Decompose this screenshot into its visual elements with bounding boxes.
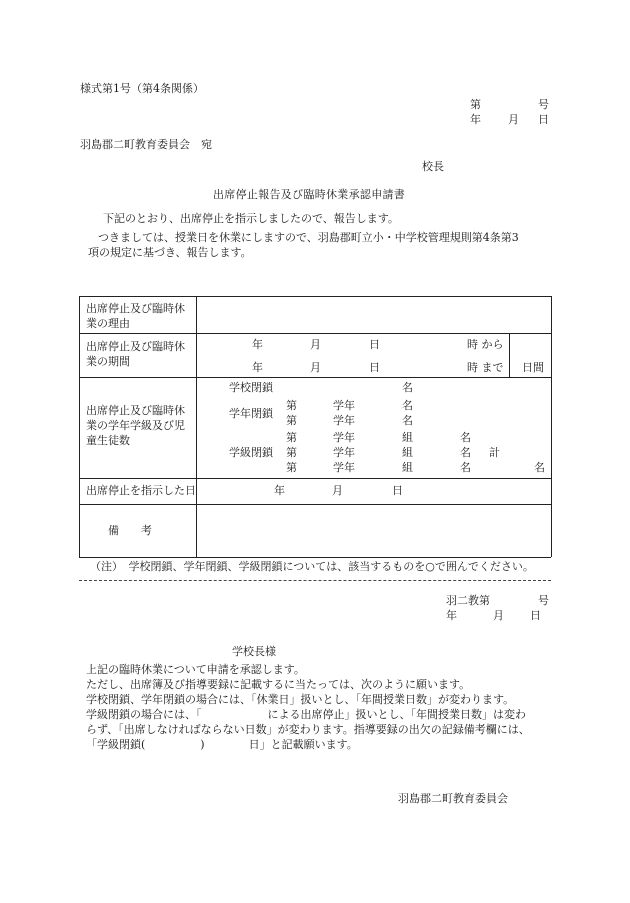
school-closure-mei: 名 bbox=[402, 381, 413, 394]
reply-signature: 羽島郡二町教育委員会 bbox=[398, 792, 508, 805]
class-closure-gakunen-3: 学年 bbox=[333, 461, 355, 474]
period-end-day: 日 bbox=[369, 361, 380, 374]
reply-line-1: 上記の臨時休業について申請を承認します。 bbox=[86, 663, 305, 676]
scope-label-3: 童生徒数 bbox=[86, 434, 130, 447]
instruct-date-year: 年 bbox=[274, 484, 285, 497]
intro-line-2b: 項の規定に基づき、報告します。 bbox=[88, 246, 252, 259]
doc-date-month: 月 bbox=[508, 113, 519, 126]
class-closure-mei-3: 名 bbox=[460, 461, 471, 474]
class-closure-dai-3: 第 bbox=[286, 461, 297, 474]
reply-line-4: 学級閉鎖の場合には、「 による出席停止」扱いとし、「年間授業日数」は変わ bbox=[86, 708, 526, 721]
total-mei: 名 bbox=[534, 461, 545, 474]
instruct-date-label: 出席停止を指示した日 bbox=[86, 484, 196, 497]
instruct-date-day: 日 bbox=[392, 484, 403, 497]
grade-closure-mei-1: 名 bbox=[402, 399, 413, 412]
grade-closure-gakunen-2: 学年 bbox=[333, 414, 355, 427]
doc-date-year: 年 bbox=[470, 113, 481, 126]
period-start-day: 日 bbox=[369, 338, 380, 351]
grade-closure-gakunen-1: 学年 bbox=[333, 399, 355, 412]
reply-ref-go: 号 bbox=[538, 594, 549, 607]
grade-closure-dai-2: 第 bbox=[286, 414, 297, 427]
reply-ref-no: 羽二教第 bbox=[446, 594, 490, 607]
reason-label-1: 出席停止及び臨時休 bbox=[86, 302, 185, 315]
grade-closure-dai-1: 第 bbox=[286, 399, 297, 412]
scope-label-2: 業の学年学級及び児 bbox=[86, 419, 185, 432]
reason-label-2: 業の理由 bbox=[86, 317, 130, 330]
class-closure-mei-2: 名 bbox=[460, 446, 471, 459]
addressee: 羽島郡二町教育委員会 宛 bbox=[80, 138, 212, 151]
period-end-month: 月 bbox=[310, 361, 321, 374]
class-closure-kumi-1: 組 bbox=[402, 431, 413, 444]
class-closure-dai-1: 第 bbox=[286, 431, 297, 444]
class-closure-kumi-2: 組 bbox=[402, 446, 413, 459]
period-end-time: 時 まで bbox=[467, 361, 504, 374]
reply-line-3: 学校閉鎖、学年閉鎖の場合には、「休業日」扱いとし、「年間授業日数」が変わります。 bbox=[86, 693, 515, 706]
period-start-year: 年 bbox=[252, 338, 263, 351]
cut-line bbox=[79, 580, 551, 581]
doc-no-dai: 第 bbox=[470, 98, 481, 111]
intro-line-1: 下記のとおり、出席停止を指示しましたので、報告します。 bbox=[103, 212, 399, 225]
period-label-1: 出席停止及び臨時休 bbox=[86, 340, 185, 353]
class-closure-gakunen-2: 学年 bbox=[333, 446, 355, 459]
doc-no-go: 号 bbox=[538, 98, 549, 111]
table-note: （注） 学校閉鎖、学年閉鎖、学級閉鎖については、該当するものを○で囲んでください。 bbox=[90, 560, 534, 573]
period-start-month: 月 bbox=[310, 338, 321, 351]
document-title: 出席停止報告及び臨時休業承認申請書 bbox=[213, 188, 406, 201]
period-label-2: 業の期間 bbox=[86, 355, 130, 368]
scope-label-1: 出席停止及び臨時休 bbox=[86, 404, 185, 417]
reply-date-month: 月 bbox=[493, 609, 504, 622]
class-closure-dai-2: 第 bbox=[286, 446, 297, 459]
reply-date-year: 年 bbox=[446, 609, 457, 622]
reply-addressee: 学校長様 bbox=[232, 645, 276, 658]
doc-date-day: 日 bbox=[538, 113, 549, 126]
grade-closure-mei-2: 名 bbox=[402, 414, 413, 427]
class-closure-kumi-3: 組 bbox=[402, 461, 413, 474]
period-end-year: 年 bbox=[252, 361, 263, 374]
reply-date-day: 日 bbox=[530, 609, 541, 622]
principal-label: 校長 bbox=[422, 160, 444, 173]
period-start-time: 時 から bbox=[467, 338, 504, 351]
reply-line-2: ただし、出席簿及び指導要録に記載するに当たっては、次のように願います。 bbox=[86, 678, 471, 691]
reply-line-5: らず、「出席しなければならない日数」が変わります。指導要録の出欠の記録備考欄には、 bbox=[86, 723, 530, 736]
school-closure-label: 学校閉鎖 bbox=[229, 381, 273, 394]
intro-line-2a: つきましては、授業日を休業にしますので、羽島郡町立小・中学校管理規則第4条第3 bbox=[98, 231, 519, 244]
period-days: 日間 bbox=[522, 361, 544, 374]
reply-line-6: 「学級閉鎖( ) 日」と記載願います。 bbox=[86, 738, 358, 751]
class-closure-label: 学級閉鎖 bbox=[229, 446, 273, 459]
total-kei: 計 bbox=[489, 446, 500, 459]
remarks-label: 備 考 bbox=[108, 524, 152, 537]
form-number: 様式第1号（第4条関係） bbox=[80, 82, 204, 95]
grade-closure-label: 学年閉鎖 bbox=[229, 407, 273, 420]
class-closure-mei-1: 名 bbox=[460, 431, 471, 444]
instruct-date-month: 月 bbox=[332, 484, 343, 497]
reply-body bbox=[86, 662, 530, 752]
class-closure-gakunen-1: 学年 bbox=[333, 431, 355, 444]
